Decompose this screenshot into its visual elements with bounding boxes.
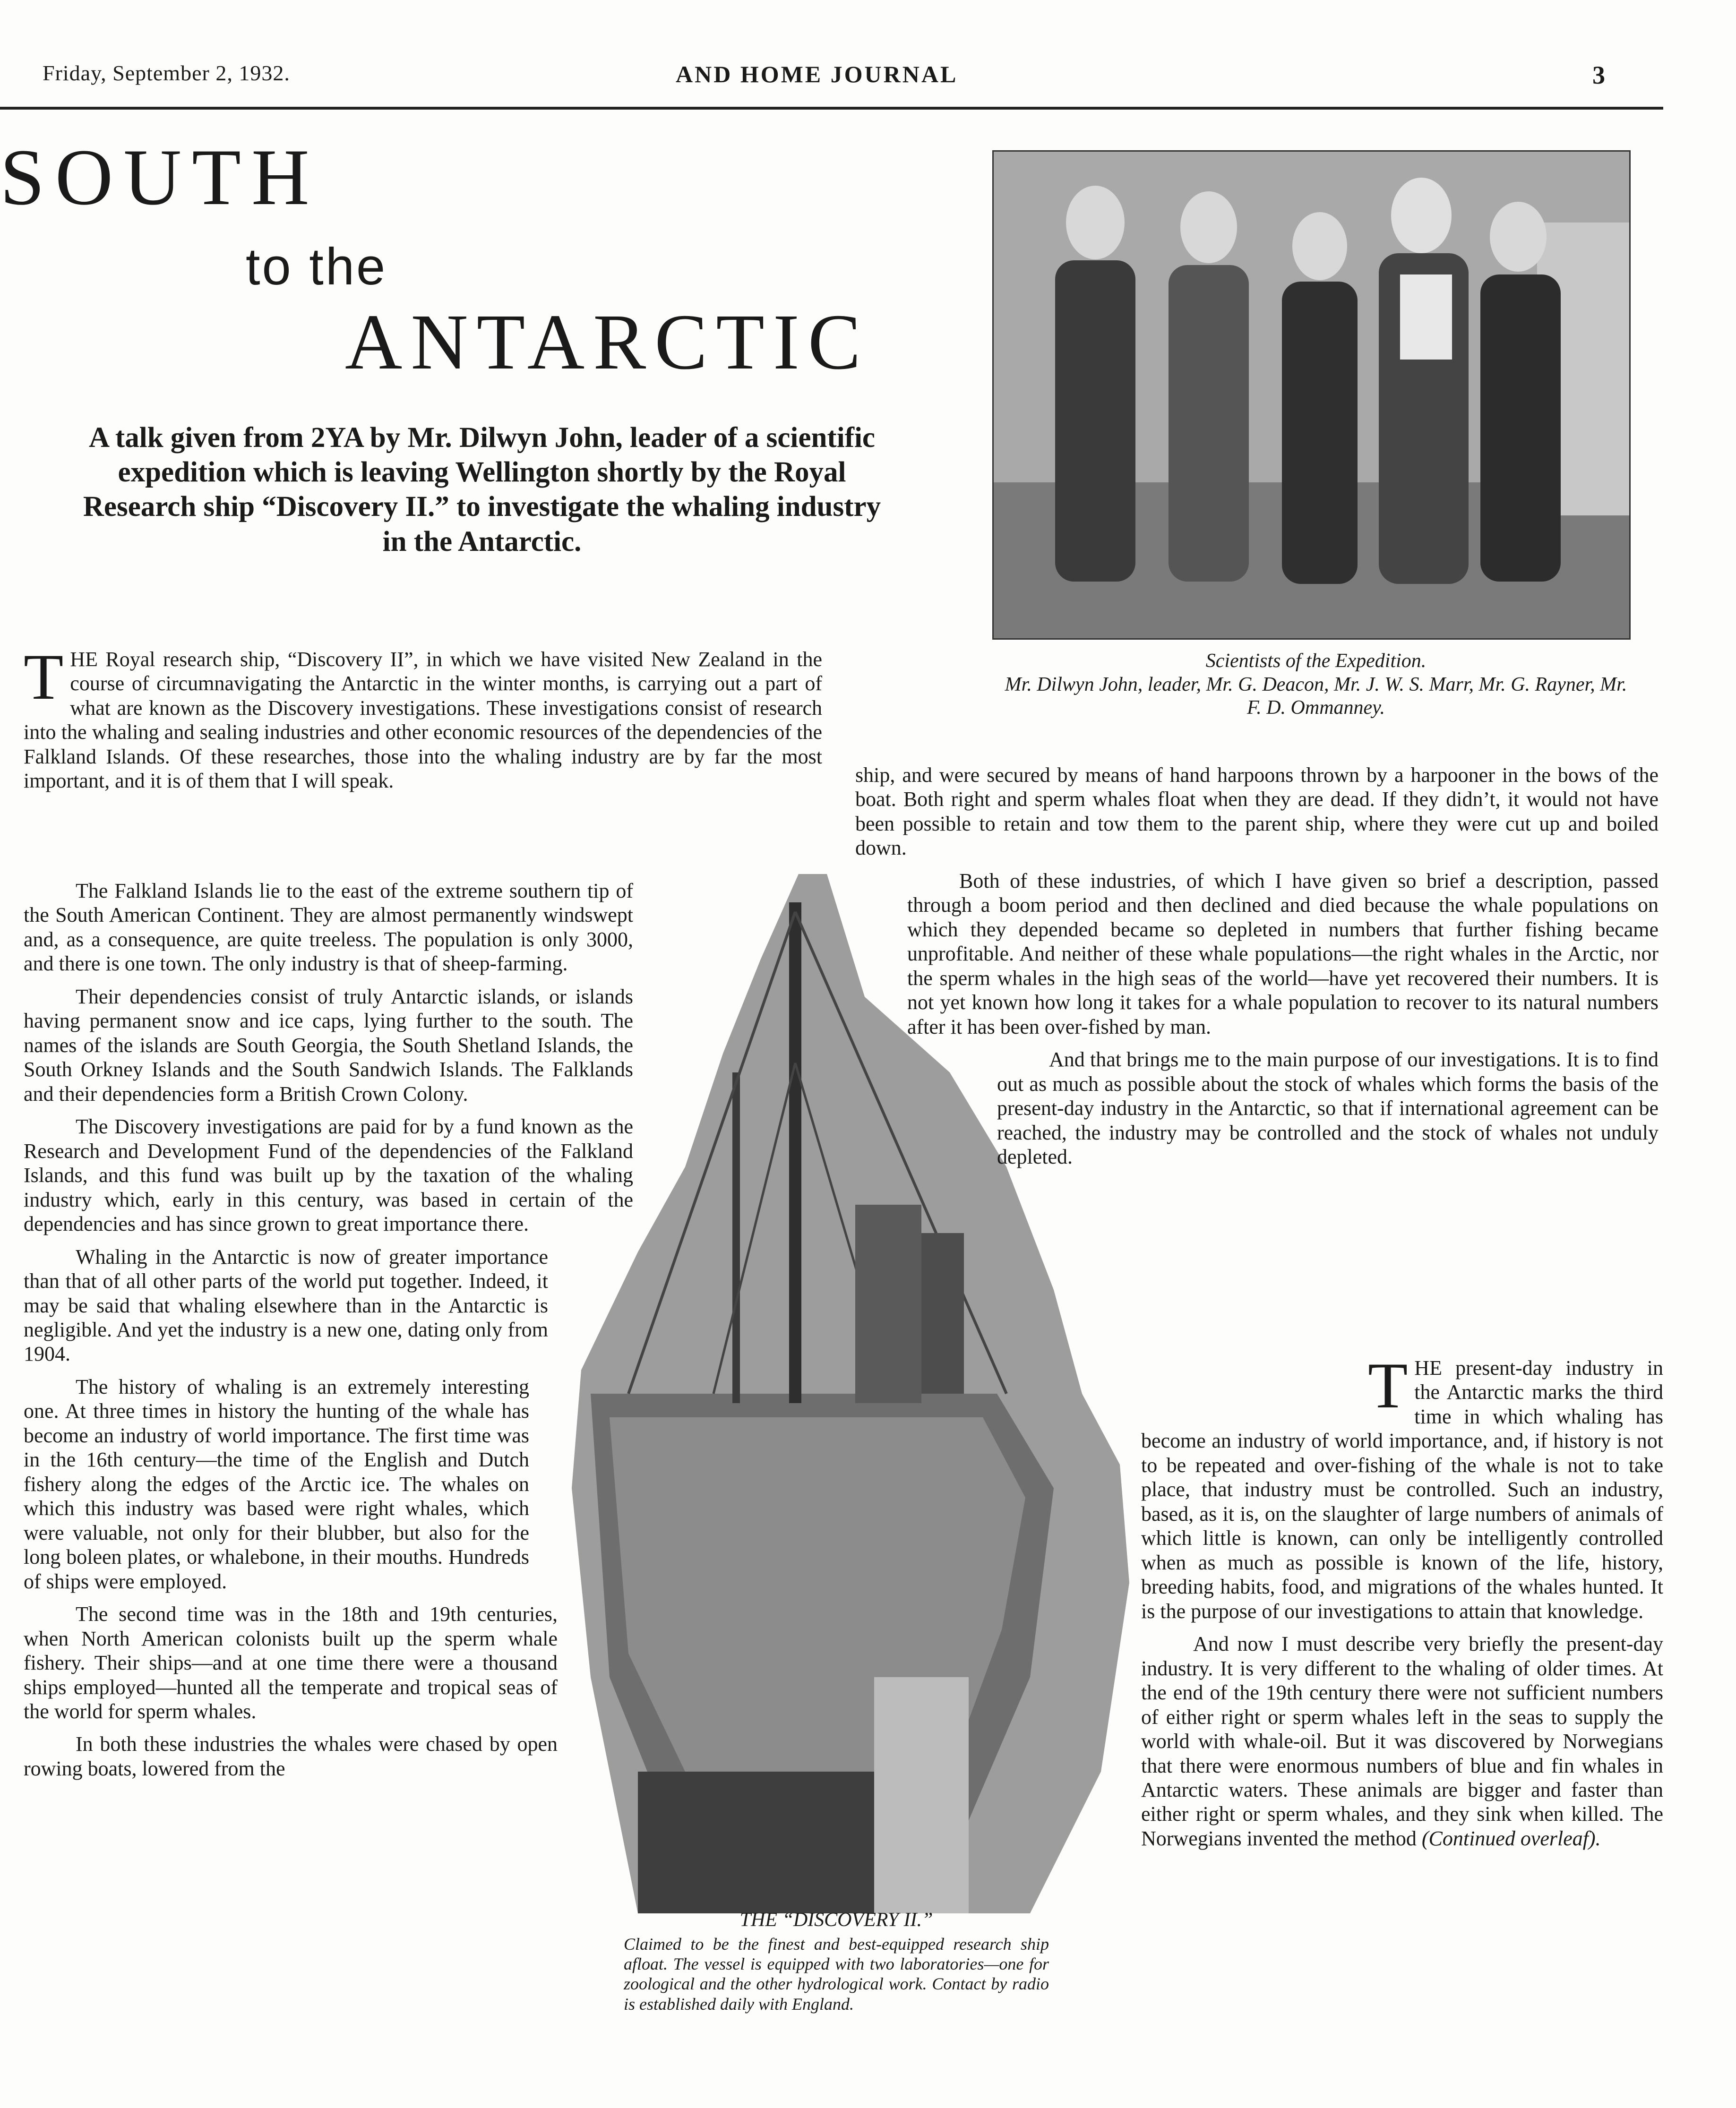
header-journal-title: AND HOME JOURNAL (676, 61, 958, 87)
article-paragraph-4: The Discovery investigations are paid for by a fund known as the Research and Development Fund of the dependencies of the Falkland Islands, and this fund was built up by the taxation of the whaling industry which, early in this century, was based in certain of the dependencies and has since grown to great importance there. (24, 1115, 633, 1236)
scientists-photo-illustration (994, 152, 1629, 638)
article-right-paragraph-3: And that brings me to the main purpose of our investigations. It is to find out as much as possible about the stock of whales which forms the basis of the present-day industry in the Antarctic, so that if international agreement can be reached, the industry may be controlled and the stock of whales not unduly depleted. (997, 1048, 1659, 1169)
article-paragraph-7: The second time was in the 18th and 19th centuries, when North American colonists built up the sperm whale fishery. Their ships—and at one time there were a thousand ships employed—hunted all the temperate and tropical seas of the world for sperm whales. (24, 1602, 558, 1723)
article-right-paragraph-5 (1141, 1632, 1663, 1851)
article-right-paragraph-4-text: HE present-day industry in the Antarctic marks the third time in which whaling has become an industry of world importance, and, if history is not to be repeated and over-fishing of the whale is not to take place, that industry must be controlled. Such an industry, based, as it is, on the slaughter of large numbers of animals of which little is known, can only be intelligently controlled when as much as possible is known of the life, history, breeding habits, food, and migrations of the whales hunted. It is the purpose of our investigations to attain that knowledge. (1141, 1356, 1663, 1623)
drop-cap-2: T (1368, 1349, 1408, 1422)
article-paragraph-2: The Falkland Islands lie to the east of the extreme southern tip of the South American Continent. They are almost permanently windswept and, as a consequence, are quite treeless. The population is only 3000, and there is one town. The only industry is that of sheep-farming. (24, 879, 633, 976)
header-rule (0, 107, 1663, 110)
headline-antarctic: ANTARCTIC (345, 298, 869, 386)
headline-south: SOUTH (0, 133, 320, 222)
intro-standfirst: A talk given from 2YA by Mr. Dilwyn John, leader of a scientific expedition which is leaving Wellington shortly by the Royal Research ship “Discovery II.” to investigate the whaling industry in the Antarctic. (83, 422, 881, 557)
article-right-paragraph-1: ship, and were secured by means of hand harpoons thrown by a harpooner in the bows of the boat. Both right and sperm whales float when they are dead. If they didn’t, it would not have been possible to retain and tow them to the parent ship, where they were cut up and boiled down. (855, 763, 1659, 860)
scientists-caption-names: Mr. Dilwyn John, leader, Mr. G. Deacon, Mr. J. W. S. Marr, Mr. G. Rayner, Mr. F. D. Ommanney. (1005, 673, 1627, 719)
article-paragraph-5: Whaling in the Antarctic is now of greater importance than that of all other parts of the world put together. Indeed, it may be said that whaling elsewhere than in the Antarctic is negligible. And yet the industry is a new one, dating only from 1904. (24, 1245, 548, 1366)
drop-cap: T (24, 641, 64, 713)
header-page-number: 3 (1592, 61, 1606, 89)
article-right-paragraph-4 (1141, 1349, 1663, 1623)
ship-photo-caption (624, 1909, 1049, 2014)
ship-caption-title: THE “DISCOVERY II.” (739, 1909, 933, 1931)
article-paragraph-1-text: HE Royal research ship, “Discovery II”, in which we have visited New Zealand in the course of circumnavigating the Antarctic in the winter months, is carrying out a part of what are known as the Discovery investigations. These investigations consist of research into the whaling and sealing industries and other economic resources of the dependencies of the Falkland Islands. Of these researches, those into the whaling industry are by far the most important, and it is of them that I will speak. (24, 648, 822, 793)
article-column-right (1141, 1349, 1663, 1859)
article-paragraph-3: Their dependencies consist of truly Antarctic islands, or islands having permanent snow and ice caps, lying further to the south. The names of the islands are South Georgia, the South Shetland Islands, the South Orkney Islands and the South Sandwich Islands. The Falklands and their dependencies form a British Crown Colony. (24, 985, 633, 1105)
article-paragraph-6: The history of whaling is an extremely interesting one. At three times in history the hunting of the whale has become an industry of world importance. The first time was in the 16th century—the time of the English and Dutch fishery along the edges of the Arctic ice. The whales on which this industry was based were right whales, which were valuable, not only for their blubber, but also for the long boleen plates, or whalebone, in their mouths. Hundreds of ships were employed. (24, 1375, 529, 1593)
continued-overleaf: (Continued overleaf). (1421, 1826, 1601, 1850)
article-right-paragraph-5-text: And now I must describe very briefly the present-day industry. It is very different to the whaling of older times. At the end of the 19th century there were not sufficient numbers of either right or sperm whales left in the seas to supply the world with whale-oil. But it was discovered by Norwegians that there were enormous numbers of blue and fin whales in Antarctic waters. These animals are bigger and faster than either right or sperm whales, and they sink when killed. The Norwegians invented the method (1141, 1632, 1663, 1850)
ship-caption-text: Claimed to be the finest and best-equipped research ship afloat. The vessel is equipped with two laboratories—one for zoological and the other hydrological work. Contact by radio is established daily with England. (624, 1934, 1049, 2014)
article-right-paragraph-2: Both of these industries, of which I have given so brief a description, passed through a boom period and then declined and died because the whale populations on which they depended became so depleted in numbers that further fishing became unprofitable. And neither of these whale populations—the right whales in the Arctic, nor the sperm whales in the high seas of the world—have yet recovered their numbers. It is not yet known how long it takes for a whale population to recover to its natural numbers after it has been over-fished by man. (907, 869, 1659, 1038)
article-column-left-top (24, 641, 822, 802)
scientists-photo-caption (1002, 650, 1630, 720)
article-paragraph-8: In both these industries the whales were chased by open rowing boats, lowered from the (24, 1732, 558, 1780)
article-paragraph-1 (24, 641, 822, 793)
article-column-right-top (855, 763, 1659, 1178)
headline-to-the: to the (246, 238, 387, 296)
scientists-photo (992, 150, 1631, 640)
header-date: Friday, September 2, 1932. (43, 61, 290, 85)
scientists-caption-title: Scientists of the Expedition. (1205, 650, 1427, 672)
